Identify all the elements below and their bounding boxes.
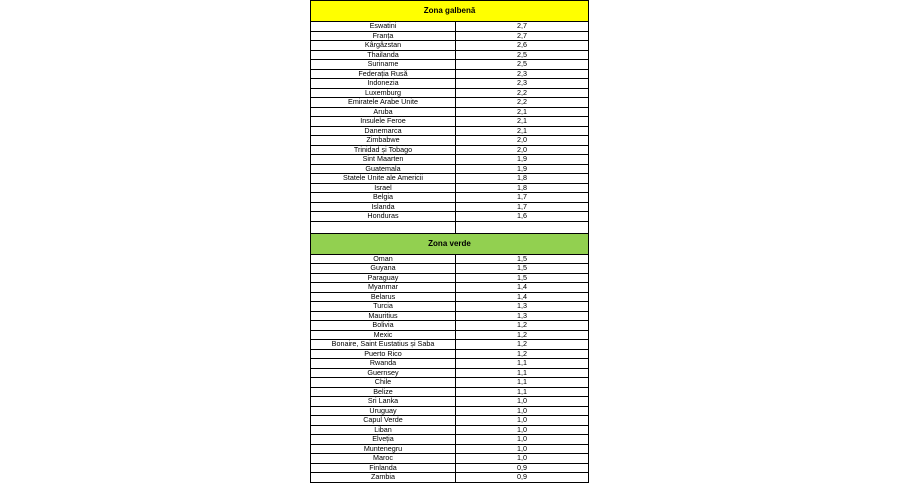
country-cell: Bolivia — [311, 321, 456, 331]
table-row — [311, 60, 589, 70]
table-row — [311, 107, 589, 117]
value-cell: 1,1 — [456, 359, 589, 369]
value-cell: 1,8 — [456, 183, 589, 193]
table-row — [311, 164, 589, 174]
value-cell: 1,2 — [456, 349, 589, 359]
country-cell: Belgia — [311, 193, 456, 203]
value-cell: 0,9 — [456, 473, 589, 483]
table-row — [311, 98, 589, 108]
value-cell: 1,1 — [456, 378, 589, 388]
country-cell: Uruguay — [311, 406, 456, 416]
country-cell: Honduras — [311, 212, 456, 222]
country-cell: Emiratele Arabe Unite — [311, 98, 456, 108]
table-row — [311, 41, 589, 51]
table-row — [311, 416, 589, 426]
value-cell: 1,0 — [456, 425, 589, 435]
value-cell: 2,3 — [456, 69, 589, 79]
table-row — [311, 273, 589, 283]
table-row — [311, 387, 589, 397]
country-cell: Insulele Feroe — [311, 117, 456, 127]
value-cell: 2,1 — [456, 117, 589, 127]
country-cell: Indonezia — [311, 79, 456, 89]
country-cell: Bonaire, Saint Eustatius și Saba — [311, 340, 456, 350]
table-row — [311, 444, 589, 454]
table-row — [311, 292, 589, 302]
table-row — [311, 406, 589, 416]
country-cell: Guyana — [311, 264, 456, 274]
value-cell: 2,3 — [456, 79, 589, 89]
value-cell: 2,0 — [456, 145, 589, 155]
table-row — [311, 359, 589, 369]
country-cell: Mexic — [311, 330, 456, 340]
country-cell: Myanmar — [311, 283, 456, 293]
value-cell: 1,1 — [456, 387, 589, 397]
table-row — [311, 302, 589, 312]
country-cell: Guernsey — [311, 368, 456, 378]
table-row — [311, 349, 589, 359]
value-cell: 1,8 — [456, 174, 589, 184]
country-cell: Thailanda — [311, 50, 456, 60]
country-cell: Luxemburg — [311, 88, 456, 98]
table-row — [311, 31, 589, 41]
country-cell: Belarus — [311, 292, 456, 302]
country-cell: Franța — [311, 31, 456, 41]
value-cell: 2,2 — [456, 98, 589, 108]
table-row — [311, 126, 589, 136]
country-cell: Capul Verde — [311, 416, 456, 426]
value-cell: 1,0 — [456, 444, 589, 454]
country-cell: Israel — [311, 183, 456, 193]
table-row — [311, 117, 589, 127]
value-cell: 1,5 — [456, 264, 589, 274]
table-row — [311, 321, 589, 331]
value-cell: 1,0 — [456, 454, 589, 464]
country-cell: Danemarca — [311, 126, 456, 136]
table-row — [311, 193, 589, 203]
value-cell: 1,5 — [456, 254, 589, 264]
value-cell: 1,5 — [456, 273, 589, 283]
country-cell: Sint Maarten — [311, 155, 456, 165]
country-cell: Turcia — [311, 302, 456, 312]
zone-title: Zona galbenă — [311, 1, 589, 22]
zone-header-row — [311, 1, 589, 22]
country-cell: Guatemala — [311, 164, 456, 174]
table-row — [311, 145, 589, 155]
country-cell: Zambia — [311, 473, 456, 483]
value-cell: 1,0 — [456, 435, 589, 445]
value-cell: 2,6 — [456, 41, 589, 51]
country-cell: Chile — [311, 378, 456, 388]
value-cell: 2,0 — [456, 136, 589, 146]
value-cell: 1,1 — [456, 368, 589, 378]
table-row — [311, 283, 589, 293]
table-row — [311, 397, 589, 407]
country-cell: Eswatini — [311, 22, 456, 32]
value-cell: 1,0 — [456, 416, 589, 426]
table-row — [311, 340, 589, 350]
country-cell: Islanda — [311, 202, 456, 212]
country-cell: Mauritius — [311, 311, 456, 321]
table-row — [311, 463, 589, 473]
table-row — [311, 425, 589, 435]
zone-header-row — [311, 233, 589, 254]
country-cell: Federația Rusă — [311, 69, 456, 79]
value-cell: 1,7 — [456, 193, 589, 203]
table-row — [311, 22, 589, 32]
table-row — [311, 79, 589, 89]
country-cell: Rwanda — [311, 359, 456, 369]
zone-title: Zona verde — [311, 233, 589, 254]
zones-table-body — [311, 1, 589, 483]
value-cell: 2,1 — [456, 126, 589, 136]
value-cell: 1,2 — [456, 340, 589, 350]
value-cell: 1,2 — [456, 330, 589, 340]
country-cell: Sri Lanka — [311, 397, 456, 407]
country-cell: Kârgâzstan — [311, 41, 456, 51]
value-cell: 1,3 — [456, 311, 589, 321]
value-cell: 2,7 — [456, 31, 589, 41]
country-cell: Trinidad și Tobago — [311, 145, 456, 155]
value-cell: 1,4 — [456, 283, 589, 293]
spacer-cell — [311, 221, 456, 233]
value-cell: 1,9 — [456, 164, 589, 174]
value-cell: 1,6 — [456, 212, 589, 222]
table-row — [311, 264, 589, 274]
table-row — [311, 136, 589, 146]
value-cell: 2,2 — [456, 88, 589, 98]
country-cell: Puerto Rico — [311, 349, 456, 359]
table-row — [311, 454, 589, 464]
value-cell: 0,9 — [456, 463, 589, 473]
country-cell: Suriname — [311, 60, 456, 70]
zone-spacer-row — [311, 221, 589, 233]
country-cell: Paraguay — [311, 273, 456, 283]
table-row — [311, 378, 589, 388]
table-row — [311, 202, 589, 212]
table-row — [311, 155, 589, 165]
value-cell: 2,7 — [456, 22, 589, 32]
country-cell: Liban — [311, 425, 456, 435]
country-cell: Statele Unite ale Americii — [311, 174, 456, 184]
zones-table — [310, 0, 589, 483]
table-row — [311, 174, 589, 184]
table-row — [311, 69, 589, 79]
country-cell: Oman — [311, 254, 456, 264]
table-row — [311, 183, 589, 193]
country-cell: Maroc — [311, 454, 456, 464]
spacer-cell — [456, 221, 589, 233]
value-cell: 2,1 — [456, 107, 589, 117]
table-row — [311, 435, 589, 445]
value-cell: 1,7 — [456, 202, 589, 212]
table-row — [311, 311, 589, 321]
table-row — [311, 50, 589, 60]
country-cell: Finlanda — [311, 463, 456, 473]
country-cell: Muntenegru — [311, 444, 456, 454]
table-row — [311, 254, 589, 264]
country-cell: Zimbabwe — [311, 136, 456, 146]
value-cell: 1,0 — [456, 406, 589, 416]
country-cell: Aruba — [311, 107, 456, 117]
value-cell: 1,4 — [456, 292, 589, 302]
value-cell: 1,3 — [456, 302, 589, 312]
value-cell: 2,5 — [456, 60, 589, 70]
table-row — [311, 368, 589, 378]
value-cell: 2,5 — [456, 50, 589, 60]
table-row — [311, 88, 589, 98]
table-row — [311, 212, 589, 222]
value-cell: 1,0 — [456, 397, 589, 407]
value-cell: 1,2 — [456, 321, 589, 331]
country-cell: Elveția — [311, 435, 456, 445]
country-cell: Belize — [311, 387, 456, 397]
table-row — [311, 330, 589, 340]
value-cell: 1,9 — [456, 155, 589, 165]
